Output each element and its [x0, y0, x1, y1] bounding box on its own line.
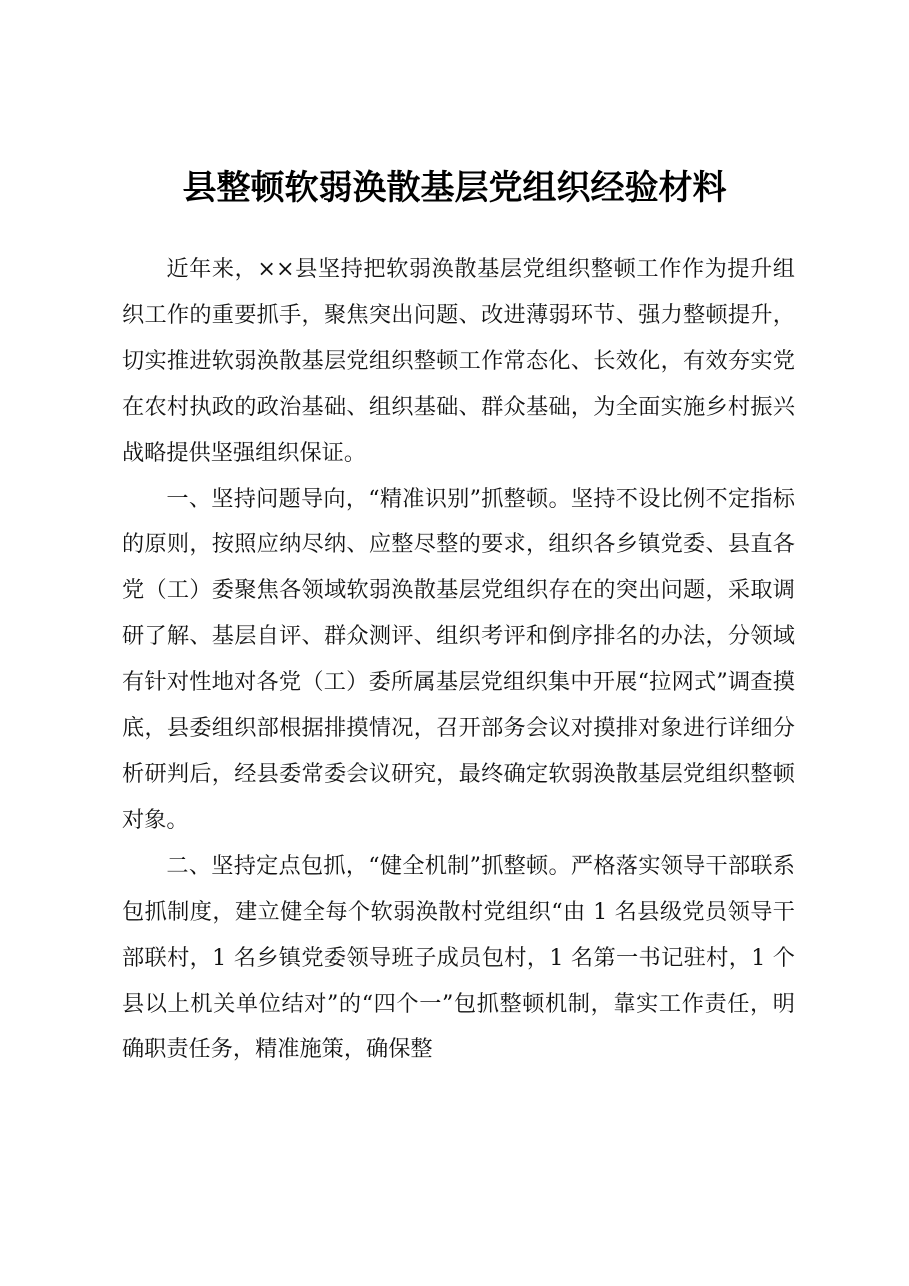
paragraph-intro: 近年来，××县坚持把软弱涣散基层党组织整顿工作作为提升组织工作的重要抓手，聚焦突出问题、改进薄弱环节、强力整顿提升，切实推进软弱涣散基层党组织整顿工作常态化、长效化，有效夯实党在农村执政的政治基础、组织基础、群众基础，为全面实施乡村振兴战略提供坚强组织保证。: [122, 256, 795, 466]
document-body: [122, 247, 795, 1073]
paragraph-section-two: 二、坚持定点包抓，“健全机制”抓整顿。严格落实领导干部联系包抓制度，建立健全每个软弱涣散村党组织“由 1 名县级党员领导干部联村，1 名乡镇党委领导班子成员包村，1 名第一书记驻村，1 个县以上机关单位结对”的“四个一”包抓整顿机制，靠实工作责任，明确职责任务，精准施策，确保整: [122, 852, 795, 1063]
document-title: 县整顿软弱涣散基层党组织经验材料: [182, 168, 727, 208]
paragraph-section-one: 一、坚持问题导向，“精准识别”抓整顿。坚持不设比例不定指标的原则，按照应纳尽纳、应整尽整的要求，组织各乡镇党委、县直各党（工）委聚焦各领域软弱涣散基层党组织存在的突出问题，采取调研了解、基层自评、群众测评、组织考评和倒序排名的办法，分领域有针对性地对各党（工）委所属基层党组织集中开展“拉网式”调查摸底，县委组织部根据排摸情况，召开部务会议对摸排对象进行详细分析研判后，经县委常委会议研究，最终确定软弱涣散基层党组织整顿对象。: [122, 485, 795, 833]
